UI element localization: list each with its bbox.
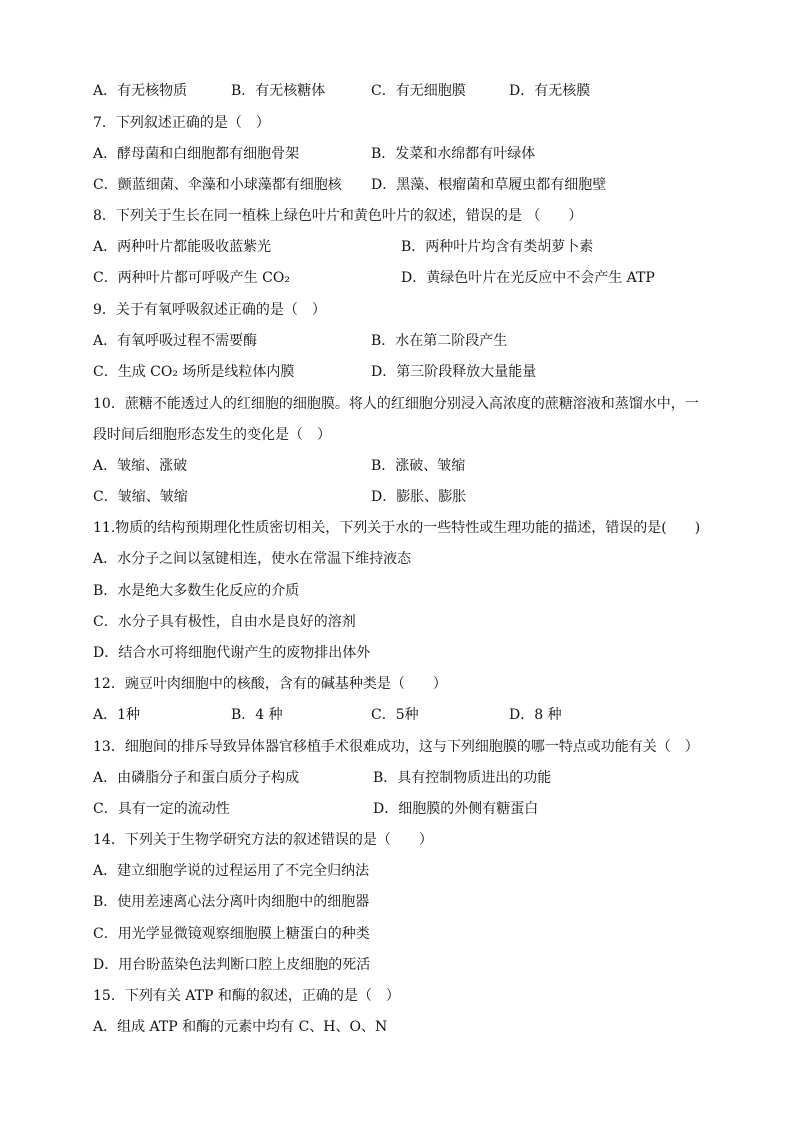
- option-choice: B．有无核糖体: [231, 83, 326, 99]
- question-line: 段时间后细胞形态发生的变化是（ ）: [93, 427, 331, 443]
- option-choice: D．黄绿色叶片在光反应中不会产生 ATP: [401, 270, 655, 286]
- option-choice: A．皱缩、涨破: [93, 458, 188, 474]
- option-choice: C．具有一定的流动性: [93, 801, 230, 817]
- question-line: B．使用差速离心法分离叶肉细胞中的细胞器: [93, 894, 370, 910]
- question-line: 14．下列关于生物学研究方法的叙述错误的是（ ）: [93, 832, 433, 848]
- question-line: 11.物质的结构预期理化性质密切相关，下列关于水的一些特性或生理功能的描述，错误的是( ): [93, 520, 701, 536]
- option-choice: B．发菜和水绵都有叶绿体: [371, 146, 536, 162]
- option-choice: D．有无核膜: [509, 83, 591, 99]
- option-choice: D．黑藻、根瘤菌和草履虫都有细胞壁: [371, 177, 607, 193]
- option-choice: D．细胞膜的外侧有糖蛋白: [373, 801, 539, 817]
- question-line: A．建立细胞学说的过程运用了不完全归纳法: [93, 863, 370, 879]
- question-line: 9．关于有氧呼吸叙述正确的是（ ）: [93, 302, 326, 318]
- question-line: A．组成 ATP 和酶的元素中均有 C、H、O、N: [93, 1019, 388, 1035]
- question-line: D．结合水可将细胞代谢产生的废物排出体外: [93, 645, 371, 661]
- option-choice: A．由磷脂分子和蛋白质分子构成: [93, 770, 300, 786]
- question-line: 7．下列叙述正确的是（ ）: [93, 115, 270, 131]
- option-choice: A．有氧呼吸过程不需要酶: [93, 333, 258, 349]
- question-line: 13．细胞间的排斥导致异体器官移植手术很难成功，这与下列细胞膜的哪一特点或功能有关（ ）: [93, 739, 699, 755]
- question-line: A．水分子之间以氢键相连，使水在常温下维持液态: [93, 551, 412, 567]
- option-choice: D．膨胀、膨胀: [371, 489, 467, 505]
- option-choice: C．皱缩、皱缩: [93, 489, 188, 505]
- question-line: 12．豌豆叶肉细胞中的核酸，含有的碱基种类是（ ）: [93, 676, 447, 692]
- option-choice: B．水在第二阶段产生: [371, 333, 508, 349]
- option-choice: C．两种叶片都可呼吸产生 CO₂: [93, 270, 290, 286]
- option-choice: A．酵母菌和白细胞都有细胞骨架: [93, 146, 300, 162]
- option-choice: C．生成 CO₂ 场所是线粒体内膜: [93, 364, 295, 380]
- question-line: D．用台盼蓝染色法判断口腔上皮细胞的死活: [93, 957, 371, 973]
- question-line: B．水是绝大多数生化反应的介质: [93, 583, 300, 599]
- option-choice: A．1种: [93, 707, 141, 723]
- option-choice: B．具有控制物质进出的功能: [373, 770, 552, 786]
- option-choice: B．4 种: [231, 707, 283, 723]
- option-choice: C．5种: [371, 707, 419, 723]
- option-choice: C．有无细胞膜: [371, 83, 466, 99]
- question-line: 15．下列有关 ATP 和酶的叙述，正确的是（ ）: [93, 988, 400, 1004]
- option-choice: D．8 种: [509, 707, 562, 723]
- question-line: C．用光学显微镜观察细胞膜上糖蛋白的种类: [93, 926, 370, 942]
- question-line: 10．蔗糖不能透过人的红细胞的细胞膜。将人的红细胞分别浸入高浓度的蔗糖溶液和蒸馏水中，一: [93, 396, 699, 412]
- option-choice: B．两种叶片均含有类胡萝卜素: [401, 239, 594, 255]
- question-line: C．水分子具有极性，自由水是良好的溶剂: [93, 614, 356, 630]
- option-choice: B．涨破、皱缩: [371, 458, 466, 474]
- option-choice: A．有无核物质: [93, 83, 188, 99]
- option-choice: D．第三阶段释放大量能量: [371, 364, 537, 380]
- option-choice: C．颤蓝细菌、伞藻和小球藻都有细胞核: [93, 177, 342, 193]
- question-line: 8．下列关于生长在同一植株上绿色叶片和黄色叶片的叙述，错误的是 （ ）: [93, 208, 583, 224]
- option-choice: A．两种叶片都能吸收蓝紫光: [93, 239, 272, 255]
